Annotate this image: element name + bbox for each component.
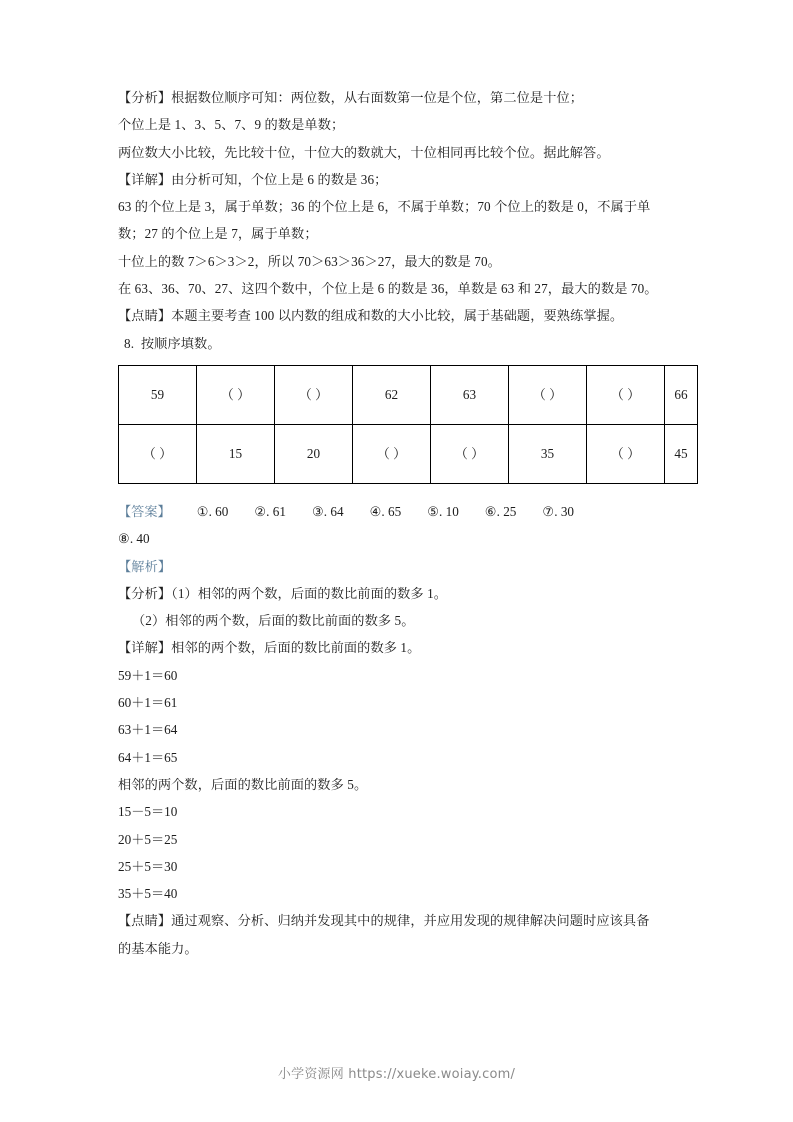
answer-item: ⑤. 10	[427, 503, 459, 519]
analysis-line: 个位上是 1、3、5、7、9 的数是单数；	[118, 117, 345, 133]
table-cell[interactable]: 66	[665, 365, 698, 424]
table-cell[interactable]: （ ）	[119, 424, 197, 483]
sequence-fill-table	[118, 365, 698, 484]
analysis-line: 在 63、36、70、27、这四个数中，个位上是 6 的数是 36，单数是 63 和 27，最大的数是 70。	[118, 281, 658, 297]
question-heading	[118, 330, 683, 357]
answer-item: ⑦. 30	[542, 503, 575, 519]
table-cell[interactable]: 59	[119, 365, 197, 424]
equation: 20＋5＝25	[118, 831, 178, 847]
analysis-line: 【点睛】本题主要考查 100 以内数的组成和数的大小比较，属于基础题，要熟练掌握。	[118, 308, 624, 324]
equation: 59＋1＝60	[118, 667, 178, 683]
explanation-line: 【详解】相邻的两个数，后面的数比前面的数多 1。	[118, 640, 421, 656]
question-number: 8.	[124, 335, 135, 351]
table-cell[interactable]: 45	[665, 424, 698, 483]
analysis-line: 两位数大小比较，先比较十位，十位大的数就大，十位相同再比较个位。据此解答。	[118, 144, 610, 160]
analysis-line: 【详解】由分析可知，个位上是 6 的数是 36；	[118, 171, 388, 187]
equation: 64＋1＝65	[118, 749, 178, 765]
answer-item: ⑧. 40	[118, 531, 150, 547]
document-content	[118, 84, 688, 962]
analysis-line: 数；27 的个位上是 7，属于单数；	[118, 226, 318, 242]
analysis-line: 63 的个位上是 3，属于单数；36 的个位上是 6，不属于单数；70 个位上的数是 0，不属于单	[118, 199, 651, 215]
analysis-line: 【分析】根据数位顺序可知：两位数，从右面数第一位是个位，第二位是十位；	[118, 90, 584, 105]
explanation-line: （2）相邻的两个数，后面的数比前面的数多 5。	[132, 613, 415, 629]
table-cell[interactable]: （ ）	[431, 424, 509, 483]
answer-item: ④. 65	[369, 503, 402, 519]
table-cell[interactable]: （ ）	[587, 424, 665, 483]
answer-row	[118, 525, 683, 552]
answer-item: ②. 61	[254, 503, 286, 519]
explanation-label: 【解析】	[118, 558, 172, 574]
equation: 63＋1＝64	[118, 722, 178, 738]
answer-row	[118, 498, 683, 525]
table-row	[119, 424, 698, 483]
explanation-mid-line: 相邻的两个数，后面的数比前面的数多 5。	[118, 776, 368, 792]
footer-watermark: 小学资源网 https://xueke.woiay.com/	[277, 1067, 516, 1082]
equation: 60＋1＝61	[118, 695, 178, 711]
equation: 25＋5＝30	[118, 858, 178, 874]
analysis-block-previous-question	[118, 84, 683, 330]
table-cell[interactable]: 35	[509, 424, 587, 483]
table-cell[interactable]: （ ）	[353, 424, 431, 483]
table-cell[interactable]: 62	[353, 365, 431, 424]
answer-item: ⑥. 25	[484, 503, 517, 519]
table-cell[interactable]: 63	[431, 365, 509, 424]
table-cell[interactable]: 20	[275, 424, 353, 483]
summary-line: 的基本能力。	[118, 940, 198, 956]
analysis-line: 十位上的数 7＞6＞3＞2，所以 70＞63＞36＞27，最大的数是 70。	[118, 253, 501, 269]
explanation-line: 【分析】（1）相邻的两个数，后面的数比前面的数多 1。	[118, 585, 448, 601]
answer-label: 【答案】	[118, 503, 171, 519]
table-cell[interactable]: （ ）	[587, 365, 665, 424]
answer-block	[118, 498, 683, 553]
question-text: 按顺序填数。	[140, 335, 221, 351]
table-cell[interactable]: （ ）	[275, 365, 353, 424]
table-cell[interactable]: 15	[197, 424, 275, 483]
answer-item: ①. 60	[196, 503, 229, 519]
equation: 15－5＝10	[118, 804, 178, 820]
answer-item: ③. 64	[311, 503, 344, 519]
table-row	[119, 365, 698, 424]
equation: 35＋5＝40	[118, 886, 178, 902]
table-cell[interactable]: （ ）	[197, 365, 275, 424]
summary-line: 【点睛】通过观察、分析、归纳并发现其中的规律，并应用发现的规律解决问题时应该具备	[118, 913, 650, 929]
table-cell[interactable]: （ ）	[509, 365, 587, 424]
